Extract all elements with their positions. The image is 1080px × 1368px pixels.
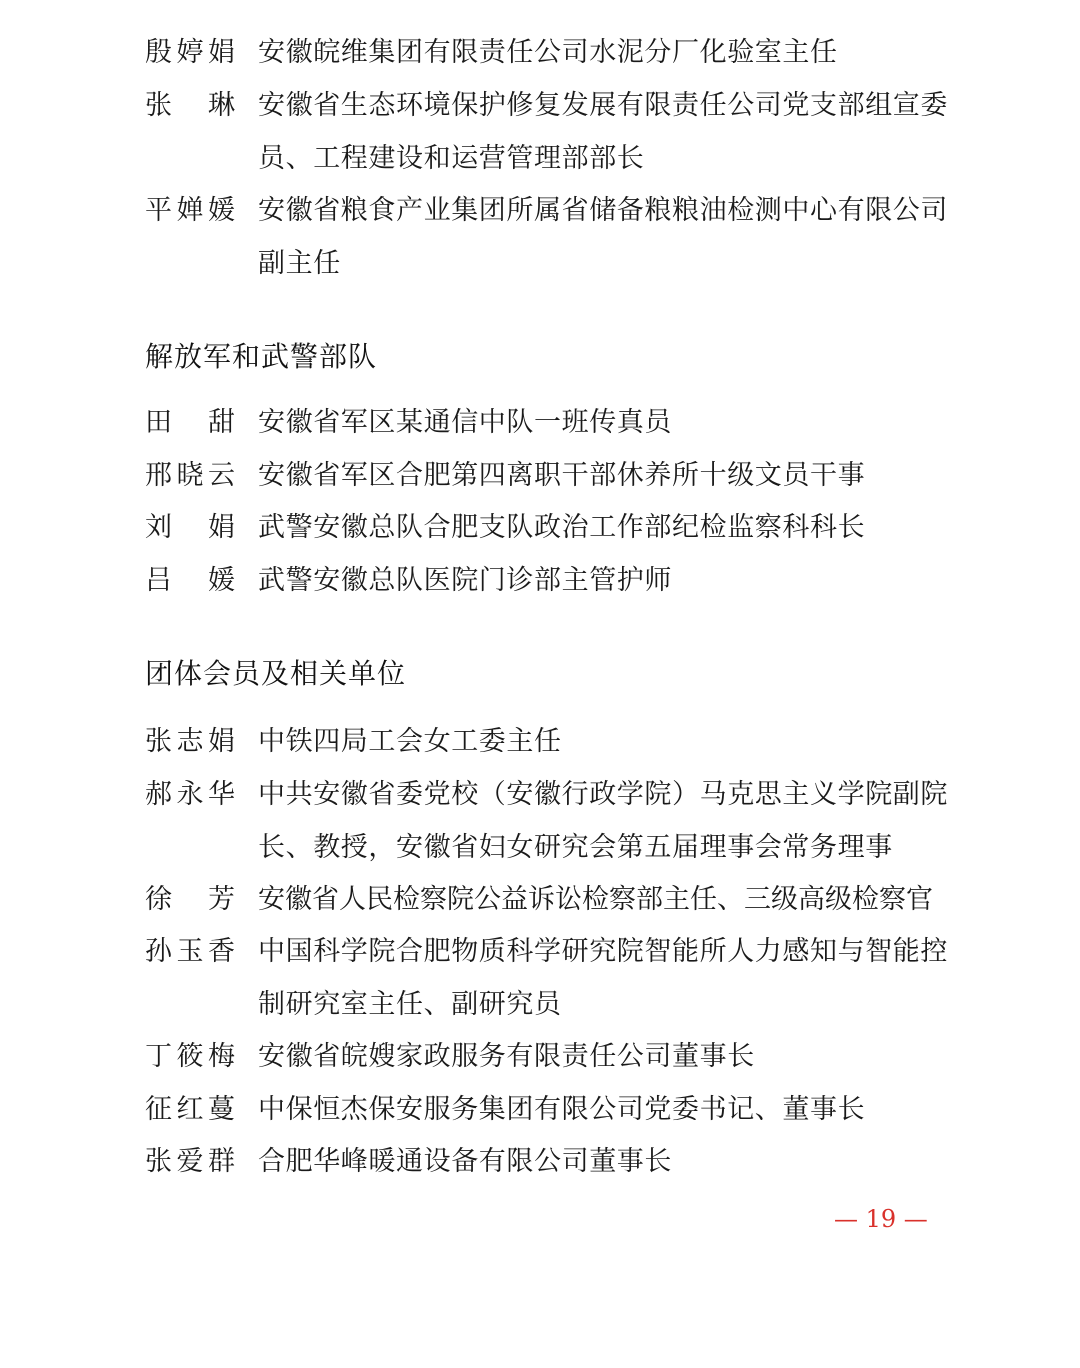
person-position: 安徽省粮食产业集团所属省储备粮粮油检测中心有限公司副主任 [258,195,948,279]
person-position: 安徽省人民检察院公益诉讼检察部主任、三级高级检察官 [258,884,933,915]
person-position: 安徽皖维集团有限责任公司水泥分厂化验室主任 [258,37,838,68]
person-name: 邢 晓 云 [145,460,235,491]
person-name: 吕 媛 [145,565,235,596]
person-position: 安徽省生态环境保护修复发展有限责任公司党支部组宣委员、工程建设和运营管理部部长 [258,90,948,174]
person-name: 孙 玉 香 [145,936,235,967]
person-position: 安徽省军区某通信中队一班传真员 [258,407,672,438]
person-position: 合肥华峰暖通设备有限公司董事长 [258,1146,672,1177]
person-name: 徐 芳 [145,884,235,915]
page-number: — 19 — [834,1205,928,1233]
person-name: 郝 永 华 [145,779,235,810]
person-position: 中保恒杰保安服务集团有限公司党委书记、董事长 [258,1094,866,1125]
person-position: 中国科学院合肥物质科学研究院智能所人力感知与智能控制研究室主任、副研究员 [258,936,948,1020]
person-name: 丁 筱 梅 [145,1041,235,1072]
person-position: 安徽省军区合肥第四离职干部休养所十级文员干事 [258,460,866,491]
person-name: 刘 娟 [145,512,235,543]
person-position: 武警安徽总队医院门诊部主管护师 [258,565,672,596]
person-position: 中共安徽省委党校（安徽行政学院）马克思主义学院副院长、教授，安徽省妇女研究会第五届理事会常务理事 [258,779,948,863]
person-name: 张 爱 群 [145,1146,235,1177]
person-position: 武警安徽总队合肥支队政治工作部纪检监察科科长 [258,512,866,543]
person-name: 张 琳 [145,90,235,121]
person-name: 张 志 娟 [145,726,235,757]
person-name: 征 红 蔓 [145,1094,235,1125]
person-name: 殷 婷 娟 [145,37,235,68]
section-heading-groups: 团体会员及相关单位 [145,657,407,690]
person-name: 田 甜 [145,407,235,438]
person-name: 平 婵 媛 [145,195,235,226]
person-position: 安徽省皖嫂家政服务有限责任公司董事长 [258,1041,755,1072]
section-heading-military: 解放军和武警部队 [145,340,378,373]
person-position: 中铁四局工会女工委主任 [258,726,562,757]
